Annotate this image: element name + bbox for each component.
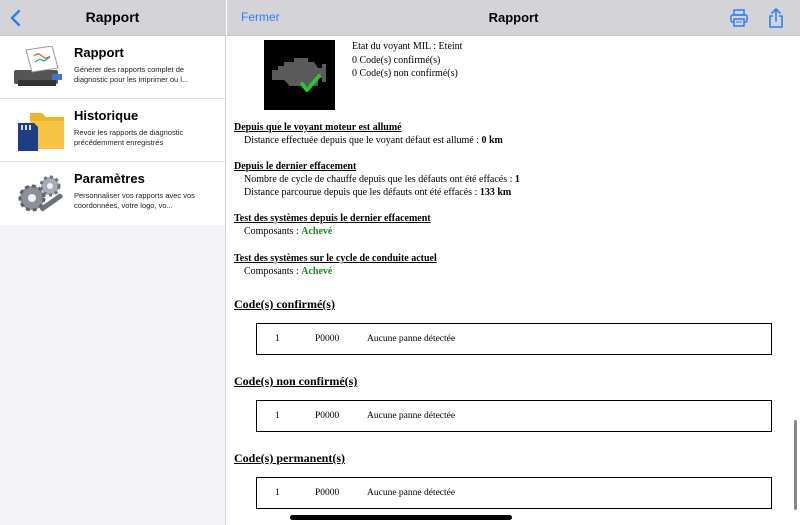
page-title: Rapport [488,10,539,25]
since-clear-distance: Distance parcourue depuis que les défauts ont été effacés : 133 km [244,187,512,198]
sidebar-item-desc: Personnaliser vos rapports avec vos coordonnées, votre logo, vo... [74,191,195,210]
mil-confirmed-count: 0 Code(s) confirmé(s) [352,54,441,66]
mil-unconfirmed-count: 0 Code(s) non confirmé(s) [352,68,458,79]
mil-status: Etat du voyant MIL : Eteint [352,41,463,52]
printer-icon[interactable] [729,8,749,28]
sidebar-item-title: Historique [74,108,139,123]
section-title-test-since-clear: Test des systèmes depuis le dernier effacement [234,213,431,224]
home-indicator[interactable] [290,515,512,520]
test-since-clear-components: Composants : Achevé [244,226,333,237]
section-title-test-current: Test des systèmes sur le cycle de conduite actuel [234,253,437,264]
main-panel [227,0,800,525]
code-description: Aucune panne détectée [367,488,456,498]
share-icon[interactable] [767,7,785,29]
sidebar [0,0,226,525]
sidebar-list [0,36,225,225]
confirmed-codes-table [256,323,772,355]
sidebar-title: Rapport [85,9,140,25]
sidebar-item-desc: Générer des rapports complet de diagnostic pour les imprimer ou l... [74,65,189,84]
report-content[interactable] [227,36,800,525]
mil-status-block [352,40,462,81]
folder-sd-card-icon [12,109,68,153]
sidebar-item-title: Rapport [74,45,124,60]
since-mil-distance: Distance effectuée depuis que le voyant défaut est allumé : 0 km [244,135,503,146]
test-current-components: Composants : Achevé [244,266,333,277]
close-button[interactable]: Fermer [241,10,280,24]
sidebar-item-desc: Revoir les rapports de diagnostic précédemment enregistrés [74,128,184,147]
unconfirmed-codes-heading: Code(s) non confirmé(s) [234,374,358,388]
section-title-since-mil: Depuis que le voyant moteur est allumé [234,122,402,133]
sidebar-item-title: Paramètres [74,171,145,186]
permanent-codes-table [256,477,772,509]
code-id: P0000 [315,334,340,344]
code-number: 1 [275,488,280,498]
code-number: 1 [275,411,280,421]
code-description: Aucune panne détectée [367,334,456,344]
scrollbar[interactable] [794,420,797,510]
since-clear-warmups: Nombre de cycle de chauffe depuis que les défauts ont été effacés : 1 [244,174,520,185]
code-number: 1 [275,334,280,344]
engine-light-image [264,40,335,110]
code-id: P0000 [315,411,340,421]
confirmed-codes-heading: Code(s) confirmé(s) [234,297,335,311]
permanent-codes-heading: Code(s) permanent(s) [234,451,345,465]
main-header [227,0,800,36]
section-title-since-clear: Depuis le dernier effacement [234,161,357,172]
sidebar-header [0,0,225,36]
sidebar-item-parametres[interactable] [0,162,225,225]
unconfirmed-codes-table [256,400,772,432]
sidebar-item-rapport[interactable] [0,36,225,99]
printer-report-icon [12,46,68,90]
sidebar-item-historique[interactable] [0,99,225,162]
check-engine-icon [264,40,335,110]
code-id: P0000 [315,488,340,498]
code-description: Aucune panne détectée [367,411,456,421]
gears-icon [12,172,68,216]
